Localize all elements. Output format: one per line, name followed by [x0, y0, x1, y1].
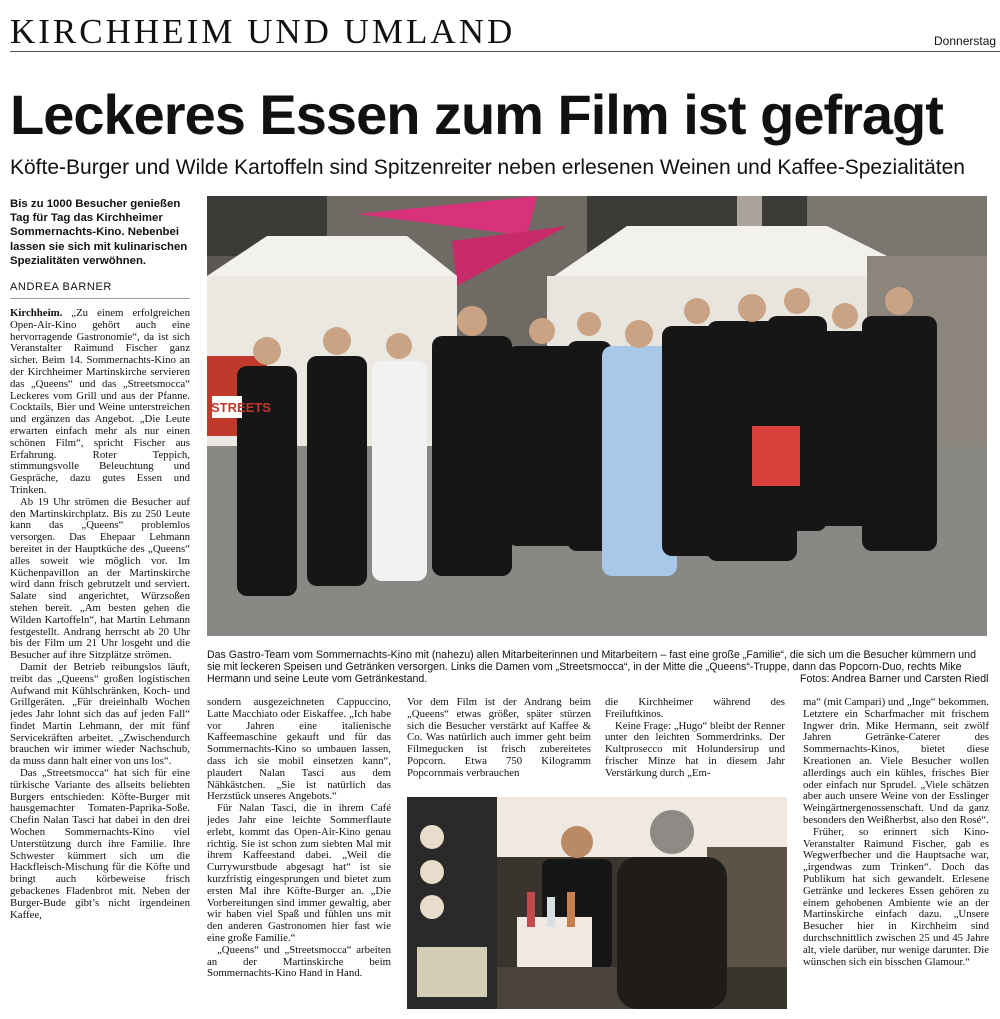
weekday-label: Donnerstag — [934, 34, 997, 48]
headline: Leckeres Essen zum Film ist gefragt — [10, 83, 943, 146]
column-2-paragraph-2: Für Nalan Tasci, die in ihrem Café jedes Jahr eine leichte Sommerflaute erlebt, kommt das Open-Air-Kino genau richtig. Sie ist schon zum siebten Mal mit ihrem Kaffeestand dabei. „Weil die Currywurstbude abgesagt hat“ ist sie kurzfristig eingesprungen und bietet zum ersten Mal ihre Köfte-Burger an. „Die Vorbereitungen sind immer gewaltig, aber wir haben viel Spaß und fühlen uns mit den anderen Gastronomen hier fast wie eine große Familie.“ — [207, 802, 391, 944]
column-1-paragraph-3: Damit der Betrieb reibungslos läuft, treibt das „Queens“ großen logistischen Aufwand mit Kühlschränken, Koch- und Grillgeräten. „Für dreieinhalb Wochen jedes Jahr lohnt sich das auf jeden Fall“ findet Martin Lehmann, der mit fünf Servicekräften arbeitet. „Zwischendurch brauchen wir immer wieder Nachschub, da muss dann halt einer von uns los“. — [10, 660, 190, 768]
streetsmocca-sign: STREETS — [211, 400, 271, 415]
section-title: KIRCHHEIM UND UMLAND — [10, 12, 516, 51]
photo-caption: Das Gastro-Team vom Sommernachts-Kino mit (nahezu) allen Mitarbeiterinnen und Mitarbeitern – fast eine große „Familie“, die sich um die Besucher kümmern und sie mit leckeren Speisen und Getränken versorgen. Links die Damen vom „Streetsmocca“, in der Mitte die „Queens“-Truppe, dann das Popcorn-Duo, rechts Mike Hermann und seine Leute vom Getränkestand. — [207, 649, 976, 685]
column-2-paragraph-3: „Queens“ und „Streetsmocca“ arbeiten an der Martinskirche beim Sommernachts-Kino Hand in Hand. — [207, 943, 391, 980]
column-3-paragraph-1: Vor dem Film ist der Andrang beim „Queens“ etwas größer, später stürzen sich die Besucher verstärkt auf Kaffee & Co. Was natürlich auch immer geht beim Filmegucken ist frisch zubereitetes Popcorn. Etwa 750 Kilogramm Popcornmais verbrauchen — [407, 697, 591, 779]
article-column-5 — [803, 697, 989, 1017]
column-4-paragraph-1: die Kirchheimer während des Freiluftkinos. — [605, 697, 785, 720]
subheadline: Köfte-Burger und Wilde Kartoffeln sind Spitzenreiter neben erlesenen Weinen und Kaffee-Spezialitäten — [10, 156, 965, 179]
column-4-paragraph-2: Keine Frage: „Hugo“ bleibt der Renner unter den leichten Sommerdrinks. Der Kultprosecco mit Holundersirup und frischer Minze hat in diesem Jahr Verstärkung durch „Em- — [605, 719, 785, 779]
column-2-paragraph-1: sondern ausgezeichneten Cappuccino, Latte Macchiato oder Eiskaffee. „Ich habe vor Jahren eine italienische Kaffeemaschine gekauft und für das Sommernachts-Kino so umbauen lassen, dass ich sie mobil einsetzen kann“, plaudert Nalan Tasci aus dem Nähkästchen. „Sie ist natürlich das Herzstück unseres Angebots.“ — [207, 697, 391, 803]
lead-paragraph: Bis zu 1000 Besucher genießen Tag für Tag das Kirchheimer Sommernachts-Kino. Nebenbei lassen sie sich mit kulinarischen Spezialitäten verwöhnen. — [10, 198, 188, 267]
column-1-paragraph-1: Kirchheim. „Zu einem erfolgreichen Open-Air-Kino gehört auch eine hervorragende Gastronomie“, da ist sich Veranstalter Raimund Fischer ganz sicher. Beim 14. Sommernachts-Kino an der Kirchheimer Martinskirche servieren das „Queens“ und das „Streetsmocca“ Leckeres vom Grill und aus der Pfanne. Cocktails, Bier und Weine unterstreichen und ergänzen das Angebot. „Die Leute erwarten einfach mehr als nur einen schönen Film“, spricht Fischer aus Erfahrung. Roter Teppich, stimmungsvolle Beleuchtung und Gespräche, dazu gutes Essen und Trinken. — [10, 308, 190, 496]
photo-credit: Fotos: Andrea Barner und Carsten Riedl — [800, 673, 989, 685]
stand-photo — [407, 797, 787, 1009]
column-5-paragraph-2: Früher, so erinnert sich Kino-Veranstalter Raimund Fischer, gab es Wegwerfbecher und die Hauptsache war, „irgendwas zum Trinken“. Doch das Publikum hat sich gewandelt. Erlesene Getränke und leckeres Essen gehören zu einem gehobenen Ambiente wie an der Martinskirche einfach dazu. „Unsere Besucher hier in Kirchheim sind durchschnittlich zwischen 25 und 45 Jahre alt, viele darüber, nur wenige darunter. Die wünschen sich ein bisschen Glamour.“ — [803, 825, 989, 968]
team-photo — [207, 196, 987, 636]
header-rule — [10, 51, 1000, 52]
byline-rule — [10, 298, 190, 299]
dateline: Kirchheim. — [10, 308, 63, 319]
column-1-paragraph-4: Das „Streetsmocca“ hat sich für eine türkische Variante des allseits beliebten Burgers entschieden: Köfte-Burger mit hausgemachter Tomaten-Paprika-Soße. Chefin Nalan Tasci hat dabei in den drei Wochen Sommernachts-Kino viel Unterstützung durch ihre Familie. Ihre Schwester kümmert sich um die Hackfleisch-Mischung für die Köfte und bringt auch körbeweise frisch gebackenes Fladenbrot mit. Neben der Burger-Bude gibt’s nicht irgendeinen Kaffee, — [10, 767, 190, 921]
article-column-2 — [207, 697, 391, 1017]
column-5-paragraph-1: ma“ (mit Campari) und „Inge“ bekommen. Letztere ein Scharfmacher mit frischem Ingwer drin. Mike Hermann, seit zwölf Jahren Getränke-Caterer des Sommernachts-Kinos, bietet diese Kreationen an. Viele Besucher wollen allerdings auch ein kühles, frisches Bier oder einfach nur Sprudel. „Viele schätzen aber auch unsere Weine von der Esslinger Weingärtnergenossenschaft. Und da ganz besonders den Weißherbst, also den Rosé“. — [803, 697, 989, 826]
article-column-4 — [605, 697, 785, 787]
author-byline: ANDREA BARNER — [10, 281, 112, 293]
article-column-3 — [407, 697, 591, 787]
article-column-1 — [10, 308, 190, 1016]
column-1-paragraph-2: Ab 19 Uhr strömen die Besucher auf den Martinskirchplatz. Bis zu 250 Leute kann das „Queens“ problemlos versorgen. Das Ehepaar Lehmann bereitet in der Hauptküche des „Queens“ alles soweit wie möglich vor. Im Küchenpavillon an der Martinskirche wird dann frisch gebrutzelt und serviert. Salate sind angerichtet, Würzsoßen stehen bereit. „Am besten gehen die Wilden Kartoffeln“, hat Martin Lehmann festgestellt. Andrang herrscht ab 20 Uhr bis der Film um 21 Uhr losgeht und die Besucher auf ihre Sitzplätze strömen. — [10, 495, 190, 662]
